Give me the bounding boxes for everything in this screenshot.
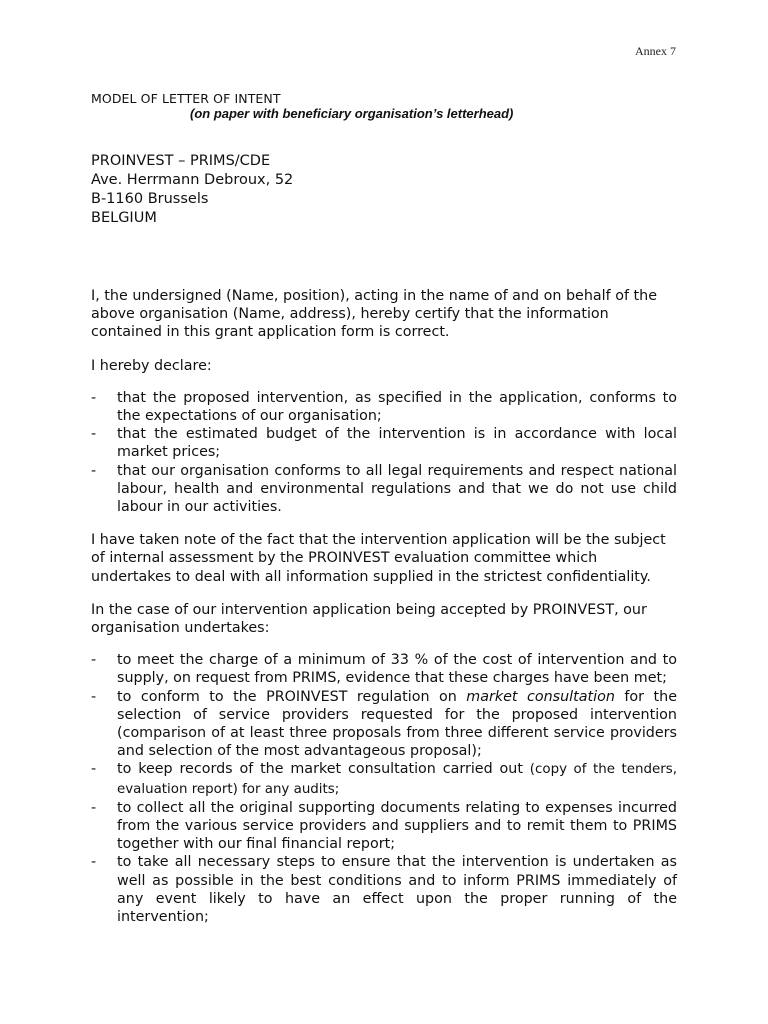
recipient-address (91, 152, 293, 228)
address-line-1: PROINVEST – PRIMS/CDE (91, 153, 271, 169)
address-line-3: B-1160 Brussels (91, 191, 209, 207)
emphasis-market-consultation: market consultation (466, 688, 615, 705)
list-item: - to take all necessary steps to ensure that the intervention is undertaken as well as possible in the best conditions and to inform PRIMS immediately of any event likely to have an effect upon the proper running of the intervention; (91, 854, 677, 926)
list-item: - that our organisation conforms to all legal requirements and respect national labour, health and environmental regulations and that we do not use child labour in our activities. (91, 462, 677, 516)
letter-body (91, 287, 677, 941)
undertaking-list (91, 651, 677, 926)
dash-bullet: - (91, 761, 97, 778)
declaration-list (91, 389, 677, 516)
list-item: - that the estimated budget of the intervention is in accordance with local market prices; (91, 426, 677, 461)
dash-bullet: - (91, 652, 97, 669)
address-line-2: Ave. Herrmann Debroux, 52 (91, 172, 294, 188)
dash-bullet: - (91, 688, 97, 705)
dash-bullet: - (91, 462, 97, 479)
declaration-intro: I hereby declare: (91, 357, 212, 374)
dash-bullet: - (91, 799, 97, 816)
address-line-4: BELGIUM (91, 210, 157, 226)
certification-paragraph: I, the undersigned (Name, position), acting in the name of and on behalf of the above organisation (Name, address), hereby certify that the information contained in this grant application form is correct. (91, 288, 658, 341)
annex-label: Annex 7 (635, 44, 676, 58)
list-item: - to conform to the PROINVEST regulation on market consultation for the selection of service providers requested for the proposed intervention (comparison of at least three proposals from three different service providers and selection of the most advantageous proposal); (91, 688, 677, 760)
dash-bullet: - (91, 426, 97, 443)
document-subtitle: (on paper with beneficiary organisation’s letterhead) (190, 106, 514, 121)
list-item: - to keep records of the market consultation carried out (copy of the tenders, evaluation report) for any audits; (91, 761, 678, 797)
dash-bullet: - (91, 854, 97, 871)
list-item: - to collect all the original supporting documents relating to expenses incurred from the various service providers and suppliers and to remit them to PRIMS together with our final financial report; (91, 799, 677, 853)
document-title: MODEL OF LETTER OF INTENT (91, 91, 281, 106)
undertaking-intro: In the case of our intervention application being accepted by PROINVEST, our organisation undertakes: (91, 601, 647, 637)
assessment-paragraph: I have taken note of the fact that the intervention application will be the subject of internal assessment by the PROINVEST evaluation committee which undertakes to deal with all information supplied in the strictest confidentiality. (91, 532, 666, 585)
list-item: - to meet the charge of a minimum of 33 % of the cost of intervention and to supply, on request from PRIMS, evidence that these charges have been met; (91, 652, 677, 687)
list-item: - that the proposed intervention, as specified in the application, conforms to the expectations of our organisation; (91, 389, 677, 425)
dash-bullet: - (91, 389, 97, 406)
